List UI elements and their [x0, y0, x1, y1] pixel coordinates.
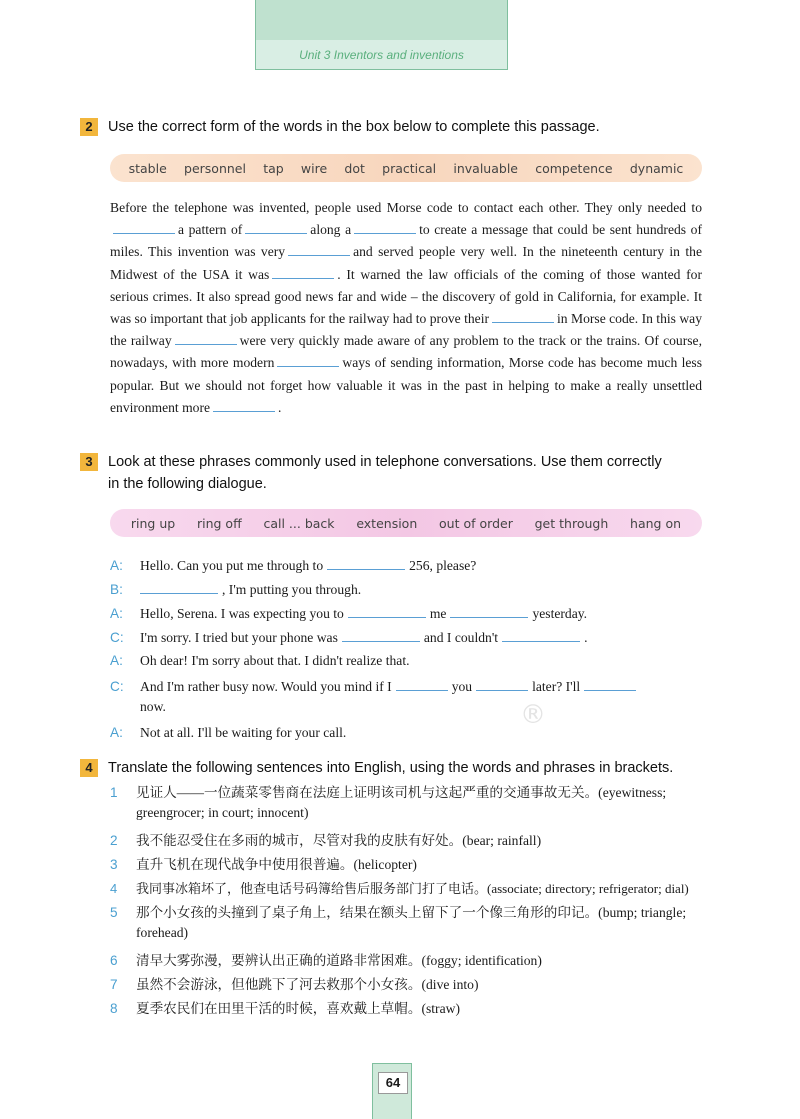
dialogue-text: Oh dear! I'm sorry about that. I didn't realize that. — [140, 653, 410, 668]
translation-item — [110, 951, 702, 971]
answer-blank[interactable] — [272, 264, 334, 279]
dialogue-text: yesterday. — [532, 606, 588, 621]
translation-item — [110, 999, 702, 1019]
speaker-label: A: — [110, 558, 123, 573]
dialogue-text: me — [429, 606, 447, 621]
answer-blank[interactable] — [175, 330, 237, 345]
dialogue-text: Hello. Can you put me through to — [140, 558, 324, 573]
word-item: tap — [263, 160, 284, 176]
phrase-item: out of order — [439, 515, 513, 531]
answer-blank[interactable] — [342, 627, 420, 642]
exercise-3-title — [80, 451, 662, 495]
dialogue-line — [110, 603, 702, 624]
item-number: 5 — [110, 905, 118, 920]
item-text: 我同事冰箱坏了，他查电话号码簿给售后服务部门打了电话。(associate; directory; refrigerator; dial) — [136, 881, 689, 896]
exercise-instruction-cont: in the following dialogue. — [108, 476, 267, 493]
header-band — [256, 0, 507, 40]
item-text: 见证人——一位蔬菜零售商在法庭上证明该司机与这起严重的交通事故无关。(eyewitness; — [136, 785, 667, 800]
translation-item — [110, 783, 702, 823]
item-text-cont: forehead) — [136, 925, 189, 940]
exercise-2-title — [80, 116, 600, 138]
phrase-item: ring off — [196, 515, 242, 531]
item-number: 3 — [110, 857, 118, 872]
answer-blank[interactable] — [492, 308, 554, 323]
answer-blank[interactable] — [140, 579, 218, 594]
passage-text: . — [278, 399, 282, 415]
word-item: stable — [128, 160, 167, 176]
item-number: 1 — [110, 785, 118, 800]
passage-text: along a — [310, 222, 352, 238]
phrase-item: get through — [534, 515, 609, 531]
word-item: practical — [382, 160, 437, 176]
answer-blank[interactable] — [396, 676, 448, 691]
answer-blank[interactable] — [450, 603, 528, 618]
passage-text: a pattern of — [178, 222, 243, 238]
dialogue-text: . — [584, 630, 588, 645]
exercise-number: 3 — [80, 453, 98, 471]
dialogue-line — [110, 723, 702, 743]
page-number: 64 — [378, 1072, 408, 1094]
dialogue-text: now. — [140, 699, 166, 714]
translation-item — [110, 975, 702, 995]
item-text: 我不能忍受住在多雨的城市，尽管对我的皮肤有好处。(bear; rainfall) — [136, 833, 542, 848]
dialogue-line — [110, 579, 702, 600]
answer-blank[interactable] — [354, 219, 416, 234]
exercise-number: 2 — [80, 118, 98, 136]
item-number: 6 — [110, 953, 118, 968]
word-box — [110, 154, 702, 182]
answer-blank[interactable] — [476, 676, 528, 691]
passage-text: ways of sending information, Morse code has become much less popular. But we should not forget how valuable it was in the past in helping to make a really unsettled environment more — [110, 355, 702, 415]
speaker-label: C: — [110, 679, 124, 694]
exercise-instruction: Translate the following sentences into English, using the words and phrases in brackets. — [108, 760, 674, 777]
phrase-item: hang on — [630, 515, 682, 531]
passage-text: to create a message that could be sent hundreds of miles. This invention was very — [110, 222, 702, 260]
answer-blank[interactable] — [327, 555, 405, 570]
cloze-passage — [110, 197, 702, 419]
dialogue-text: you — [451, 679, 473, 694]
answer-blank[interactable] — [584, 676, 636, 691]
passage-text: . It warned the law officials of the coming of those wanted for serious crimes. It also spread good news far and wide – the discovery of gold in California, for example. It was so important that job applicants for the railway had to prove their — [110, 266, 703, 327]
answer-blank[interactable] — [213, 397, 275, 412]
word-item: dynamic — [629, 160, 684, 176]
dialogue-text: 256, please? — [409, 558, 477, 573]
dialogue-line — [110, 627, 702, 648]
dialogue-text: And I'm rather busy now. Would you mind if I — [140, 679, 392, 694]
speaker-label: A: — [110, 725, 123, 740]
answer-blank[interactable] — [288, 241, 350, 256]
speaker-label: A: — [110, 653, 123, 668]
item-number: 7 — [110, 977, 118, 992]
passage-text: and served people very well. In the nineteenth century in the Midwest of the USA it was — [110, 244, 702, 282]
translation-item — [110, 903, 702, 943]
item-text-cont: greengrocer; in court; innocent) — [136, 805, 309, 820]
answer-blank[interactable] — [277, 352, 339, 367]
item-number: 8 — [110, 1001, 118, 1016]
item-text: 虽然不会游泳，但他跳下了河去救那个小女孩。(dive into) — [136, 977, 479, 992]
speaker-label: C: — [110, 630, 124, 645]
phrase-item: extension — [356, 515, 418, 531]
item-text: 那个小女孩的头撞到了桌子角上，结果在额头上留下了一个像三角形的印记。(bump; triangle; — [136, 905, 687, 920]
passage-text: in Morse code. In this way the railway — [110, 311, 702, 349]
answer-blank[interactable] — [245, 219, 307, 234]
unit-title: Unit 3 Inventors and inventions — [299, 48, 464, 62]
phrase-box — [110, 509, 702, 537]
word-item: invaluable — [453, 160, 518, 176]
dialogue-line — [110, 555, 702, 576]
word-item: personnel — [184, 160, 246, 176]
item-number: 2 — [110, 833, 118, 848]
word-item: dot — [344, 160, 365, 176]
speaker-label: B: — [110, 582, 123, 597]
speaker-label: A: — [110, 606, 123, 621]
answer-blank[interactable] — [113, 219, 175, 234]
item-text: 夏季农民们在田里干活的时候，喜欢戴上草帽。(straw) — [136, 1001, 460, 1016]
translation-item — [110, 831, 702, 851]
phrase-item: call ... back — [263, 515, 335, 531]
phrase-item: ring up — [130, 515, 176, 531]
exercise-number: 4 — [80, 759, 98, 777]
dialogue-text: Hello, Serena. I was expecting you to — [140, 606, 344, 621]
dialogue-text: , I'm putting you through. — [222, 582, 362, 597]
unit-header-tab — [255, 0, 508, 70]
dialogue-line — [110, 651, 702, 671]
registered-mark: ® — [520, 700, 546, 730]
item-text: 清早大雾弥漫，要辨认出正确的道路非常困难。(foggy; identification) — [136, 953, 542, 968]
word-item: competence — [535, 160, 613, 176]
passage-text: Before the telephone was invented, people used Morse code to contact each other. They only needed to — [110, 200, 702, 215]
dialogue-text: Not at all. I'll be waiting for your call. — [140, 725, 347, 740]
dialogue-text: later? I'll — [532, 679, 581, 694]
item-text: 直升飞机在现代战争中使用很普遍。(helicopter) — [136, 857, 417, 872]
dialogue-line — [110, 676, 702, 717]
answer-blank[interactable] — [348, 603, 426, 618]
exercise-instruction: Use the correct form of the words in the box below to complete this passage. — [108, 119, 600, 136]
exercise-4-title — [80, 757, 673, 779]
item-number: 4 — [110, 881, 118, 896]
dialogue-text: I'm sorry. I tried but your phone was — [140, 630, 338, 645]
translation-item — [110, 879, 702, 899]
word-item: wire — [300, 160, 328, 176]
translation-item — [110, 855, 702, 875]
passage-text: were very quickly made aware of any problem to the track or the trains. Of course, nowadays, with more modern — [110, 333, 702, 371]
dialogue-text: and I couldn't — [423, 630, 499, 645]
answer-blank[interactable] — [502, 627, 580, 642]
exercise-instruction: Look at these phrases commonly used in telephone conversations. Use them correctly — [108, 454, 662, 471]
